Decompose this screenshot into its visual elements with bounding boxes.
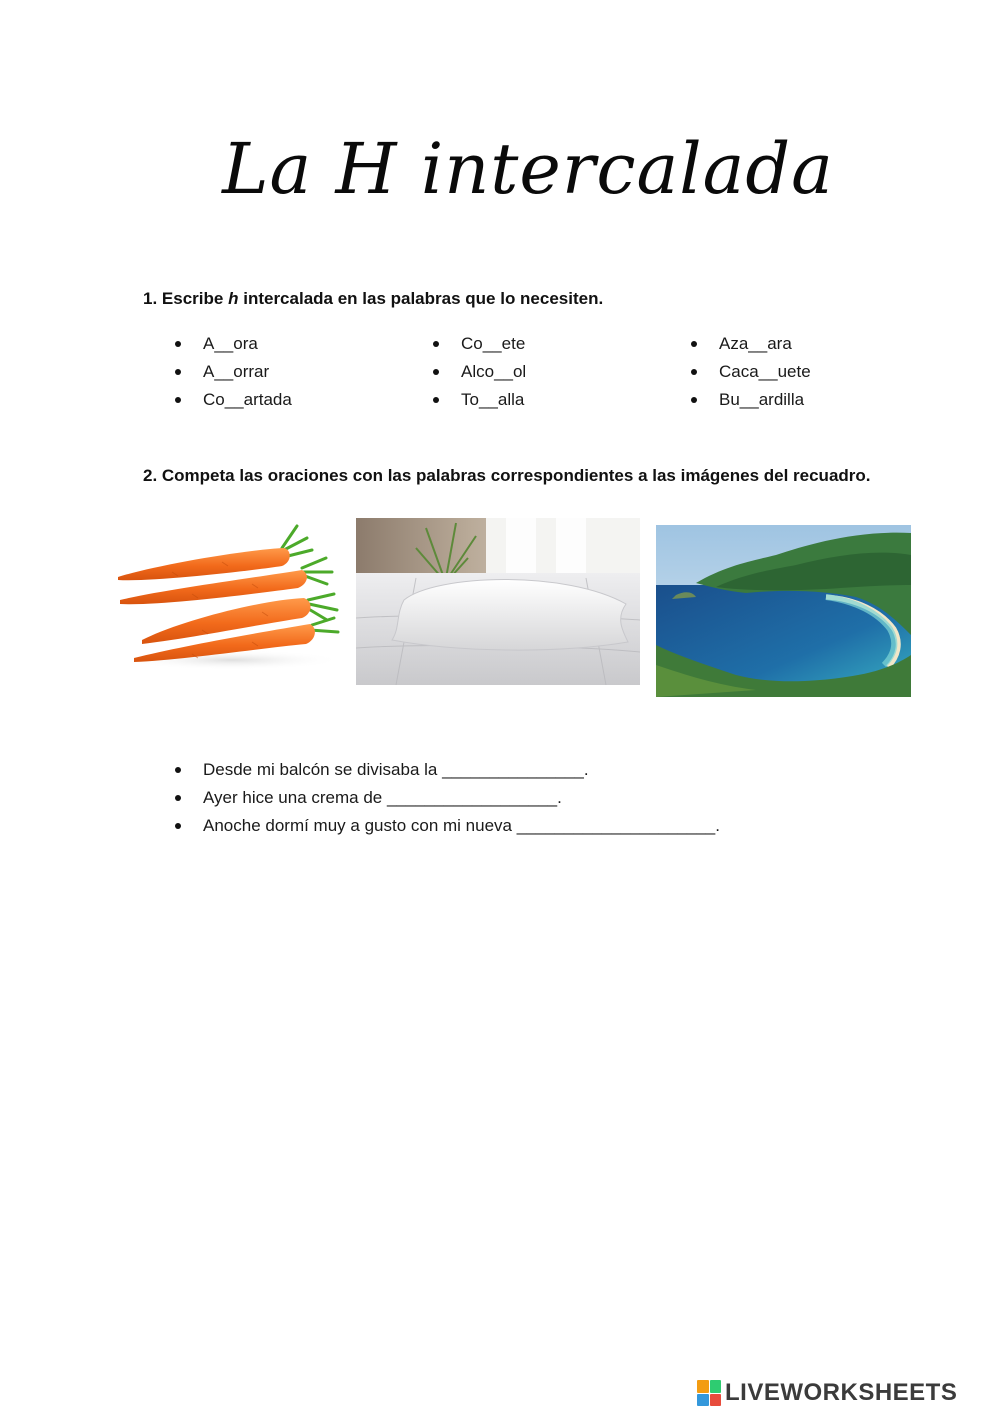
sentence-list [173,756,720,840]
word-list-column-1 [173,330,292,414]
exercise-1-instruction [143,289,603,309]
word-list-column-2 [431,330,526,414]
word-item: A__ora [173,330,292,358]
worksheet-title: La H intercalada [222,128,834,210]
word-item: Aza__ara [689,330,811,358]
word-item: Co__ete [431,330,526,358]
beach-image [656,525,911,697]
word-item: Co__artada [173,386,292,414]
exercise-1-number: 1. [143,289,158,308]
sentence-item: Ayer hice una crema de __________________. [173,784,720,812]
exercise-1-text-before: Escribe [161,289,224,308]
exercise-1-text-after: intercalada en las palabras que lo necesiten. [243,289,604,308]
word-item: Caca__uete [689,358,811,386]
word-item: A__orrar [173,358,292,386]
exercise-1-letter-h: h [228,289,239,308]
sentence-item: Desde mi balcón se divisaba la _______________. [173,756,720,784]
carrots-image [112,520,344,670]
pillow-image [356,518,640,685]
liveworksheets-badge-icon [697,1380,721,1406]
word-item: Alco__ol [431,358,526,386]
liveworksheets-logo [697,1378,957,1408]
liveworksheets-logo-text: LIVEWORKSHEETS [725,1379,958,1406]
exercise-2-instruction: 2. Competa las oraciones con las palabras correspondientes a las imágenes del recuadro. [143,466,871,485]
word-list-column-3 [689,330,811,414]
word-item: To__alla [431,386,526,414]
word-item: Bu__ardilla [689,386,811,414]
sentence-item: Anoche dormí muy a gusto con mi nueva _____________________. [173,812,720,840]
